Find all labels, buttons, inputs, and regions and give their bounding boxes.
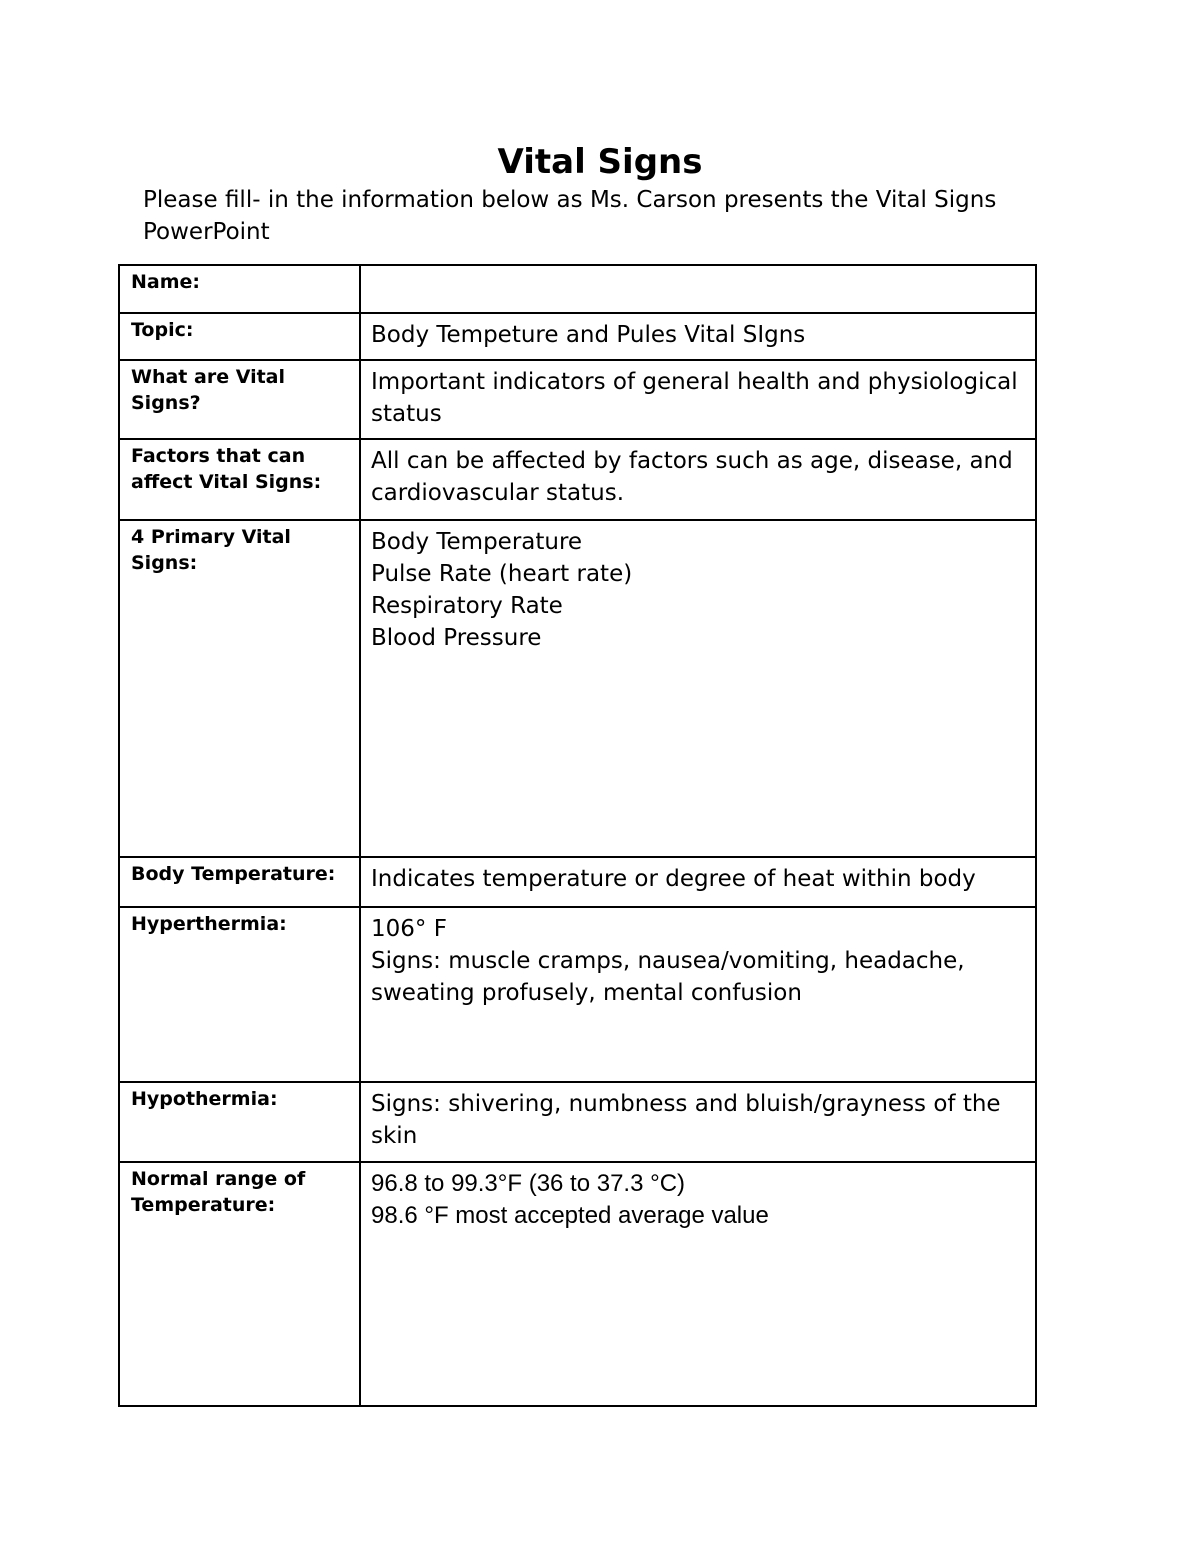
answer-line: Body Temperature	[371, 529, 583, 555]
row-label-name: Name:	[119, 265, 360, 313]
row-label-hypothermia: Hypothermia:	[119, 1082, 360, 1162]
table-row	[119, 520, 1036, 857]
row-label-primary-vital-signs: 4 Primary Vital Signs:	[119, 520, 360, 857]
table-row	[119, 313, 1036, 360]
answer-line: 96.8 to 99.3°F (36 to 37.3 °C)	[371, 1170, 686, 1197]
topic-answer	[360, 313, 1036, 360]
answer-line: 98.6 °F most accepted average value	[371, 1202, 769, 1229]
definition-answer	[360, 360, 1036, 439]
normal-range-answer	[360, 1162, 1036, 1406]
answer-line: Indicates temperature or degree of heat within body	[371, 866, 976, 892]
table-row	[119, 439, 1036, 520]
row-label-normal-range: Normal range of Temperature:	[119, 1162, 360, 1406]
table-row	[119, 857, 1036, 907]
table-row	[119, 1162, 1036, 1406]
answer-line: All can be affected by factors such as age, disease, and cardiovascular status.	[371, 448, 1013, 506]
answer-line: Pulse Rate (heart rate)	[371, 561, 633, 587]
factors-answer	[360, 439, 1036, 520]
row-label-topic: Topic:	[119, 313, 360, 360]
answer-line: Body Tempeture and Pules Vital SIgns	[371, 322, 806, 348]
table-row	[119, 360, 1036, 439]
hyperthermia-answer	[360, 907, 1036, 1082]
instructions: Please fill- in the information below as Ms. Carson presents the Vital Signs PowerPoint	[143, 187, 997, 245]
worksheet-table	[118, 264, 1037, 1407]
table-row	[119, 907, 1036, 1082]
row-label-what-are-vital-signs: What are Vital Signs?	[119, 360, 360, 439]
hypothermia-answer	[360, 1082, 1036, 1162]
name-field[interactable]	[360, 265, 1036, 313]
answer-line: Blood Pressure	[371, 625, 542, 651]
answer-line: Signs: muscle cramps, nausea/vomiting, headache, sweating profusely, mental confusion	[371, 948, 965, 1006]
row-label-factors: Factors that can affect Vital Signs:	[119, 439, 360, 520]
answer-line: Signs: shivering, numbness and bluish/grayness of the skin	[371, 1091, 1001, 1149]
body-temperature-answer	[360, 857, 1036, 907]
primary-vital-signs-answer	[360, 520, 1036, 857]
page-title: Vital Signs	[497, 142, 703, 182]
table-row	[119, 1082, 1036, 1162]
row-label-hyperthermia: Hyperthermia:	[119, 907, 360, 1082]
answer-line: 106° F	[371, 916, 447, 942]
row-label-body-temperature: Body Temperature:	[119, 857, 360, 907]
answer-line: Important indicators of general health and physiological status	[371, 369, 1018, 427]
answer-line: Respiratory Rate	[371, 593, 563, 619]
table-row	[119, 265, 1036, 313]
